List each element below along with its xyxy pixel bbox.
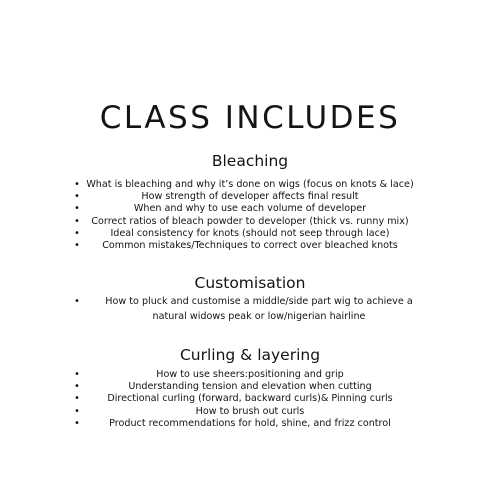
list-item: [0, 393, 500, 405]
list-item-text: When and why to use each volume of developer: [133, 203, 367, 215]
list-item-text: What is bleaching and why it’s done on wigs (focus on knots & lace): [86, 179, 414, 190]
list-item: [0, 294, 500, 324]
section-heading-customisation: Customisation: [194, 274, 306, 292]
list-item: [0, 203, 500, 215]
list-item-text: How to use sheers:positioning and grip: [156, 369, 344, 380]
bullet-icon: •: [74, 369, 80, 380]
section-heading-curling-layering: Curling & layering: [179, 346, 321, 364]
page-title: CLASS INCLUDES: [99, 100, 401, 136]
list-item-text: How to brush out curls: [195, 405, 305, 417]
list-item-text: How to pluck and customise a middle/side part wig to achieve a natural widows peak or low/nigerian hairline: [105, 296, 413, 322]
bullet-icon: •: [74, 296, 80, 307]
customisation-list: [0, 294, 500, 324]
list-item: [0, 240, 500, 252]
list-item-text: Correct ratios of bleach powder to developer (thick vs. runny mix): [91, 215, 409, 227]
list-item: [0, 191, 500, 203]
list-item: [0, 381, 500, 393]
bleaching-list: [0, 179, 500, 252]
list-item: [0, 418, 500, 430]
list-item: [0, 228, 500, 240]
list-item: [0, 406, 500, 418]
bullet-icon: •: [74, 381, 80, 393]
bullet-icon: •: [74, 417, 80, 429]
bullet-icon: •: [74, 179, 80, 190]
list-item-text: Product recommendations for hold, shine, and frizz control: [109, 417, 391, 429]
list-item-text: How strength of developer affects final result: [141, 191, 359, 203]
list-item-text: Ideal consistency for knots (should not seep through lace): [110, 227, 390, 239]
list-item: [0, 369, 500, 381]
list-item-text: Common mistakes/Techniques to correct over bleached knots: [102, 239, 398, 251]
list-item-text: Understanding tension and elevation when cutting: [128, 381, 372, 393]
list-item: [0, 179, 500, 191]
bullet-icon: •: [74, 215, 80, 227]
curling-layering-list: [0, 369, 500, 430]
list-item: [0, 216, 500, 228]
section-heading-bleaching: Bleaching: [211, 152, 289, 170]
bullet-icon: •: [74, 239, 80, 251]
bullet-icon: •: [74, 203, 80, 215]
bullet-icon: •: [74, 405, 80, 417]
bullet-icon: •: [74, 191, 80, 203]
list-item-text: Directional curling (forward, backward curls)& Pinning curls: [107, 393, 393, 405]
bullet-icon: •: [74, 393, 80, 405]
bullet-icon: •: [74, 227, 80, 239]
